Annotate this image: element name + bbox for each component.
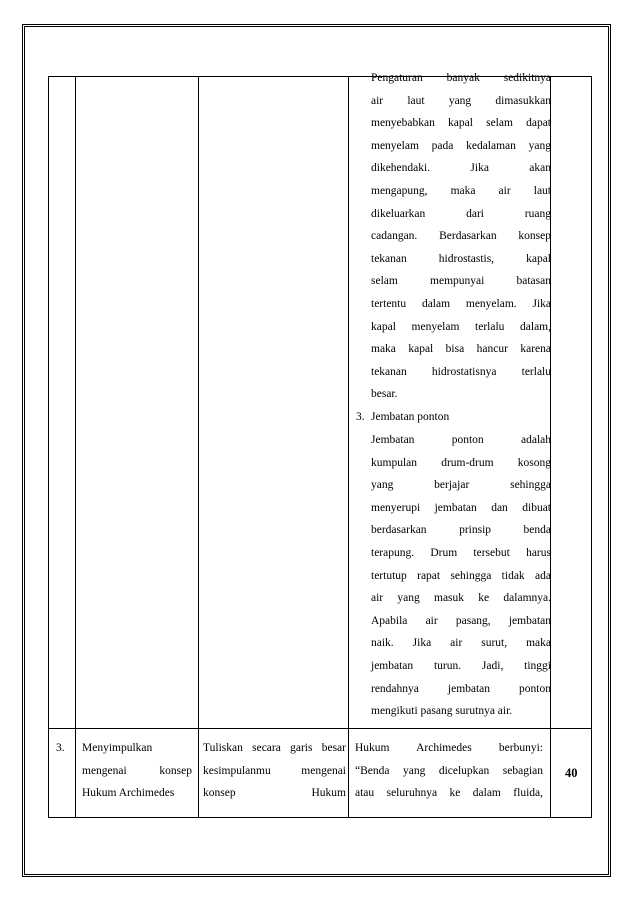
item3-line: kumpulan drum-drum kosong — [371, 456, 551, 469]
item2-line: tekanan hidrostatisnya terlalu — [371, 365, 551, 378]
row3-question — [203, 737, 346, 805]
item3-line: jembatan turun. Jadi, tinggi — [371, 659, 551, 672]
item2-line: besar. — [371, 388, 398, 401]
item2-line: maka kapal bisa hancur karena — [371, 343, 551, 356]
table-border-bottom — [48, 817, 592, 818]
indicator-line: Menyimpulkan — [82, 742, 153, 754]
item2-line: dikeluarkan dari ruang — [371, 207, 551, 220]
item2-line: cadangan. Berdasarkan konsep — [371, 230, 551, 243]
row3-answer — [355, 737, 543, 805]
row3-score: 40 — [565, 766, 578, 780]
item3-line: Apabila air pasang, jembatan — [371, 614, 551, 627]
item2-line: selam mempunyai batasan — [371, 275, 551, 288]
table-border-left — [48, 76, 49, 818]
item3-line: rendahnya jembatan ponton — [371, 682, 551, 695]
item3-line: berdasarkan prinsip benda — [371, 524, 551, 537]
indicator-line: mengenai konsep — [82, 764, 192, 777]
item3-number: 3. — [356, 411, 365, 423]
item3-line: terapung. Drum tersebut harus — [371, 546, 551, 559]
item2-line: air laut yang dimasukkan — [371, 94, 551, 107]
upper-answer-item3 — [371, 429, 551, 723]
item3-line: mengikuti pasang surutnya air. — [371, 705, 513, 718]
item2-line: tertentu dalam menyelam. Jika — [371, 297, 551, 310]
item2-line: kapal menyelam terlalu dalam, — [371, 320, 551, 333]
item3-line: menyerupi jembatan dan dibuat — [371, 501, 551, 514]
item2-line: menyelam pada kedalaman yang — [371, 139, 551, 152]
item3-line: yang berjajar sehingga — [371, 479, 551, 492]
question-line: konsep Hukum — [203, 787, 346, 800]
answer-line: “Benda yang dicelupkan sebagian — [355, 764, 543, 777]
column-divider-3 — [348, 76, 349, 818]
question-line: Tuliskan secara garis besar — [203, 742, 346, 754]
item3-line: Jembatan ponton adalah — [371, 434, 551, 446]
upper-answer-item2 — [371, 67, 551, 406]
row3-indicator — [82, 737, 192, 805]
answer-line: Hukum Archimedes berbunyi: — [355, 742, 543, 754]
item2-line: mengapung, maka air laut — [371, 184, 551, 197]
item3-line: naik. Jika air surut, maka — [371, 637, 551, 650]
column-divider-2 — [198, 76, 199, 818]
item2-line: Pengaturan banyak sedikitnya — [371, 72, 551, 84]
table-border-right — [591, 76, 592, 818]
row-divider — [48, 728, 592, 729]
indicator-line: Hukum Archimedes — [82, 787, 175, 800]
item2-line: tekanan hidrostastis, kapal — [371, 252, 551, 265]
column-divider-1 — [75, 76, 76, 818]
item3-line: air yang masuk ke dalamnya. — [371, 592, 551, 605]
item2-line: dikehendaki. Jika akan — [371, 162, 551, 175]
row3-number: 3. — [56, 742, 65, 754]
question-line: kesimpulanmu mengenai — [203, 764, 346, 777]
item3-title: Jembatan ponton — [371, 411, 450, 423]
item3-line: tertutup rapat sehingga tidak ada — [371, 569, 551, 582]
item2-line: menyebabkan kapal selam dapat — [371, 117, 551, 130]
answer-line: atau seluruhnya ke dalam fluida, — [355, 787, 543, 800]
